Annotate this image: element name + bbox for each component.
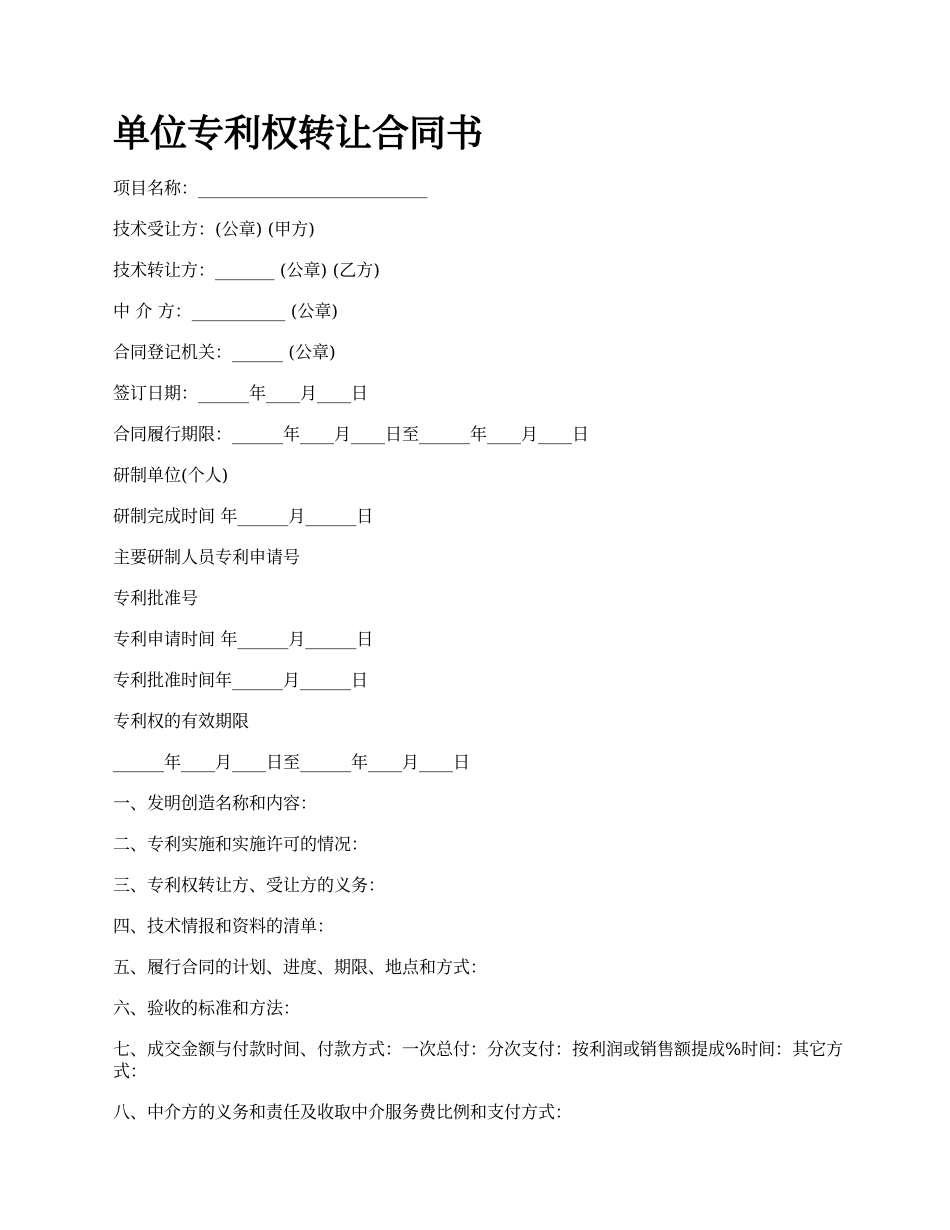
document-title: 单位专利权转让合同书: [113, 112, 483, 155]
section-7-line: 七、成交金额与付款时间、付款方式：一次总付：分次支付：按利润或销售额提成%时间：其它方式：: [113, 1040, 844, 1082]
main-developers-line: 主要研制人员专利申请号: [113, 548, 300, 568]
development-completion-line: 研制完成时间 年______月______日: [113, 507, 374, 527]
project-name-line: 项目名称：___________________________: [113, 179, 428, 199]
patent-application-time-line: 专利申请时间 年______月______日: [113, 630, 374, 650]
section-5-line: 五、履行合同的计划、进度、期限、地点和方式：: [113, 958, 487, 978]
signing-date-line: 签订日期：______年____月____日: [113, 384, 368, 404]
patent-approval-time-line: 专利批准时间年______月______日: [113, 671, 368, 691]
section-1-line: 一、发明创造名称和内容：: [113, 794, 317, 814]
licensor-line: 技术转让方：_______ (公章) (乙方): [113, 261, 380, 281]
section-6-line: 六、验收的标准和方法：: [113, 999, 300, 1019]
intermediary-line: 中 介 方：___________ (公章): [113, 302, 338, 322]
section-4-line: 四、技术情报和资料的清单：: [113, 917, 334, 937]
patent-approval-number-line: 专利批准号: [113, 589, 198, 609]
registration-authority-line: 合同登记机关：______ (公章): [113, 343, 336, 363]
patent-validity-dates-line: ______年____月____日至______年____月____日: [113, 753, 470, 773]
section-8-line: 八、中介方的义务和责任及收取中介服务费比例和支付方式：: [113, 1103, 572, 1123]
document-body: [113, 178, 853, 1143]
section-2-line: 二、专利实施和实施许可的情况：: [113, 835, 368, 855]
licensee-line: 技术受让方：(公章) (甲方): [113, 220, 315, 240]
patent-validity-label-line: 专利权的有效期限: [113, 712, 249, 732]
section-3-line: 三、专利权转让方、受让方的义务：: [113, 876, 385, 896]
developer-unit-line: 研制单位(个人): [113, 466, 229, 486]
performance-period-line: 合同履行期限：______年____月____日至______年____月____日: [113, 425, 589, 445]
